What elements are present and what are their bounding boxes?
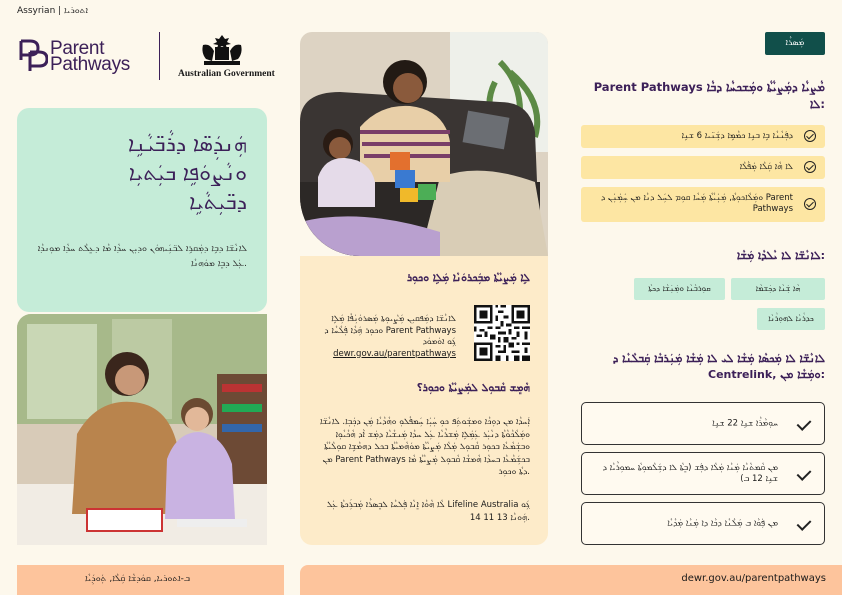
scan-instructions <box>316 314 456 360</box>
intro-title-line: ܗܲܢܕܲܣ̈ܐ ܕܪܵܒ̈ܝܵܢܹܐ <box>128 132 247 156</box>
eligibility-item <box>581 156 825 179</box>
qr-code-icon[interactable] <box>474 305 530 361</box>
australian-government-logo <box>178 33 275 79</box>
logo-divider <box>159 32 160 80</box>
intro-card <box>17 108 267 312</box>
footer-right <box>300 565 842 595</box>
coat-of-arms-icon <box>198 33 246 67</box>
category-pill: ܗܵܐ ܫܲܢܵܐ ܕܟܲܫܡܵܐ <box>731 278 825 300</box>
scan-text: ܠܐܢܵܫ̈ܐ ܕܡܲܦܩܝܼܢ ܡܲܨܵܝܘܼܬܐ ܡܲܣܪܘܿܢܲܦܵܐ ܡܲܠܹܐ ܘܟܘܼܪ ܗܲܕܵܐ ܦܲܠܵܚܵܐ ܕ Parent Pathways ܓܲܘ ܐܘܿܡܘܿܕ <box>324 314 456 347</box>
parent-pathways-logo-icon <box>18 38 48 74</box>
mother-daughter-photo-illustration <box>17 314 267 545</box>
check-circle-icon <box>804 198 816 210</box>
language-label: Assyrian | ܐܬܘܪܝܐ <box>17 6 89 16</box>
footer-language-text: ܒ-ܐܬܘܪܝܐ, ܩܘܿܕܫܵܐ ܩܲܠܵܐ, ܬܲܘܕܲܝܵܐ <box>85 574 190 584</box>
website-link[interactable]: dewr.gov.au/parentpathways <box>333 348 456 359</box>
conditions-heading: ܠܐܢܵܫ̈ܐ ܠܐ ܡܲܟܣܵܐ ܡܲܫܵܐ ܠܝ ܠܐ ܡܲܫܵܐ ܡܲܢܲܪܒܵܐ ܩܲܒܠܵܢܵܐ ܕ Centrelink, ܘܡܲܫܵܐ ܡܢ: <box>612 352 825 381</box>
checkmark-icon <box>797 416 812 431</box>
categories-heading: ܠܐܢܵܫ̈ܐ ܠܐ ܝܵܠܕܵܐ ܡܲܫܵܐ: <box>736 249 825 262</box>
mother-daughter-photo <box>17 314 267 545</box>
eligibility-item-text: ܘܡܲܠܵܐܟܘܼܬܵܐ, ܡܲܢܲܝܵܬܵܐ ܡܲܚܵܐ ܩܘܼܡ ܠܚܲܠ ܕܢܵܐ ܡܢ ܚܲܡܲܢܲܢ ܕ Parent Pathways <box>600 193 793 214</box>
intro-title-line: ܕܒ̈ܝܼܬܵܝܹܐ <box>189 190 247 214</box>
eligibility-item-text: ܕܦܲܢܵܢܵܐ ܒܹܐ ܒܢܹܐ ܟܡܵܡܹܐ ܕܫܲܢ̈ܝܐ 6 ܫܢܹܐ <box>681 131 793 141</box>
footer-website-link[interactable]: dewr.gov.au/parentpathways <box>681 573 826 584</box>
gov-logo-text: Australian Government <box>178 69 275 79</box>
condition-item <box>581 452 825 495</box>
family-couch-photo <box>300 32 548 256</box>
parent-pathways-logo <box>18 38 143 78</box>
check-circle-icon <box>804 161 816 173</box>
condition-item <box>581 502 825 545</box>
eligibility-title: Parent Pathways ܡܵܨܝܵܐ ܕܡܲܨܝܵܬܵܐ ܘܡܲܫܟܚܵܐ ܕܒܵܐ ܠܐ: <box>593 80 825 111</box>
intro-title-line: ܘܢܵܨܘܿܦܹܐ ܒܝܲܬܝܼܐ <box>128 161 247 185</box>
condition-item-text: ܡܢ ܩܵܡܬܵܢܵܐ ܡܲܢܵܐ ܡܲܠܵܐ ܕܦܲܫ (ܒܸܬܵܐ ܠܐ ܕܫܲܠܵܡܘܼܬܵܐ ܚܡܘܼܪܵܝܵܐ ܕ ܫܢܹܐ 12 ܒ) <box>602 462 778 484</box>
intro-description: ܠܐܢܵܫ̈ܐ ܕܒܹܐ ܕܡܲܩܪܹܐ ܠܒ̈ܢܲܝܗܘܿܢ ܘܕܝܼܢ ܚܕܵܐ ܡܵܐ ܕܥܸܠܵܬ ܚܕܵܐ ܡܘܼܢܕܵܐ ܥܲܠ ܕܒܸܐ ܡܘܿܗܢܵܐ. <box>37 244 247 269</box>
lifeline-paragraph: ܠܵܐ ܗܵܘܵܐ ܐܸܢܵܐ ܦܲܠܚܵܐ ܠܒܸܣܪܵܐ ܡܲܒܪܲܟܬܵܐ ܥܲܠ Lifeline Australia ܓܲܘ ܗܲܘܢܵܐ 13 11 14. <box>326 500 530 523</box>
intro-title <box>47 130 247 217</box>
info-heading: ܠܹܐ ܡܲܨܝܵܬܵܐ ܡܒܲܟܪܘܿܢܵܐ ܡܲܠܹܐ ܘܟܘܼܪ <box>406 272 530 284</box>
logo-text-parent: Parent <box>50 38 105 59</box>
category-pill: ܟܕܪܵܢܵܐ ܠܗܘܼܪܵܢܵܐ <box>757 308 825 330</box>
condition-item-text: ܚܘܼܡܵܪܵܐ ܫܢܹܐ 22 ܫܢܹܐ <box>712 418 778 428</box>
info-card <box>300 256 548 545</box>
check-circle-icon <box>804 130 816 142</box>
eligibility-item <box>581 187 825 222</box>
eligibility-item <box>581 125 825 148</box>
top-action-button[interactable]: ܡܲܣܪܵܐ <box>765 32 825 55</box>
condition-item-text: ܡܢ ܦܲܘܵܐ ܒ ܡܲܠܵܢܵܐ ܕܟܵܐ ܕܐ ܡܲܢܵܐ ܡܲܕܵܝܵܐ <box>667 518 778 528</box>
logo-text-pathways: Pathways <box>50 54 130 75</box>
category-pill: ܩܘܼܪܒܵܢܵܐ ܘܡܲܢܲܫܵܐ ܕܟܬܵܐ <box>634 278 725 300</box>
who-can-get-help-heading: ܗܵܡܸܫ ܩܵܒܘܼܠ ܠܡܲܨܝܵܬܵܐ ܘܟܘܼܪ؟ <box>416 382 530 394</box>
condition-item <box>581 402 825 445</box>
footer-left <box>17 565 284 595</box>
checkmark-icon <box>797 466 812 481</box>
eligibility-item-text: ܠܐ ܗܵܐ ܩܲܠܵܐ ܡܲܦܵܠܵܐ <box>739 162 793 172</box>
help-paragraph: ܐܲܚܕܵܐ ܡܢ ܕܘܼܟܵܐ ܘܡܫܲܘܬܲܦ ܟܘܼ ܚܲܝܲܐ ܚܲܡܦܵܠܘܼ ܘܗܵܕܵܝܵܐ ܡܲܢ ܕܟܲܒܼܐ. ܠܐܢܵܫ̈ܐ ܘܡܲܠܵܟܵܘܵܬܵܐ ܕܢܵܝܲܪ ܥܲܡܲܠܹܐ ܡܲܫܪܵܝܵܐ ܥܲܠ ܚܕܵܐ ܡܲܢܫܵܝܵܐ ܕܡܲܫ ܐܵܕ ܗܵܟܵܝܵܘܼܐ ܘܒܫܲܡܵܥܵܐ ܒܟܘܼܪ ܩܵܒܘܼܠ ܡܲܠܵܐ ܡܲܨܝܵܬܵܐ ܡܘܿܗܵܡܝܵܬܵܐ ܒܟܠ ܕܗܡܵܫܹܐ ܩܘܼܠܵܝܵܬܵܐ ܡܢ Parent Pathways ܒܟܫܲܡܵܥܵܐ ܒܚܕܵܐ ܗܵܡܫܵܐ ܩܵܒܘܼܠ ܡܲܨܝܵܬܵܐ ܡܵܐ ܕܬܵܐ ܘܟܘܼܪ. <box>320 417 530 477</box>
family-couch-photo-illustration <box>300 32 548 256</box>
checkmark-icon <box>797 516 812 531</box>
